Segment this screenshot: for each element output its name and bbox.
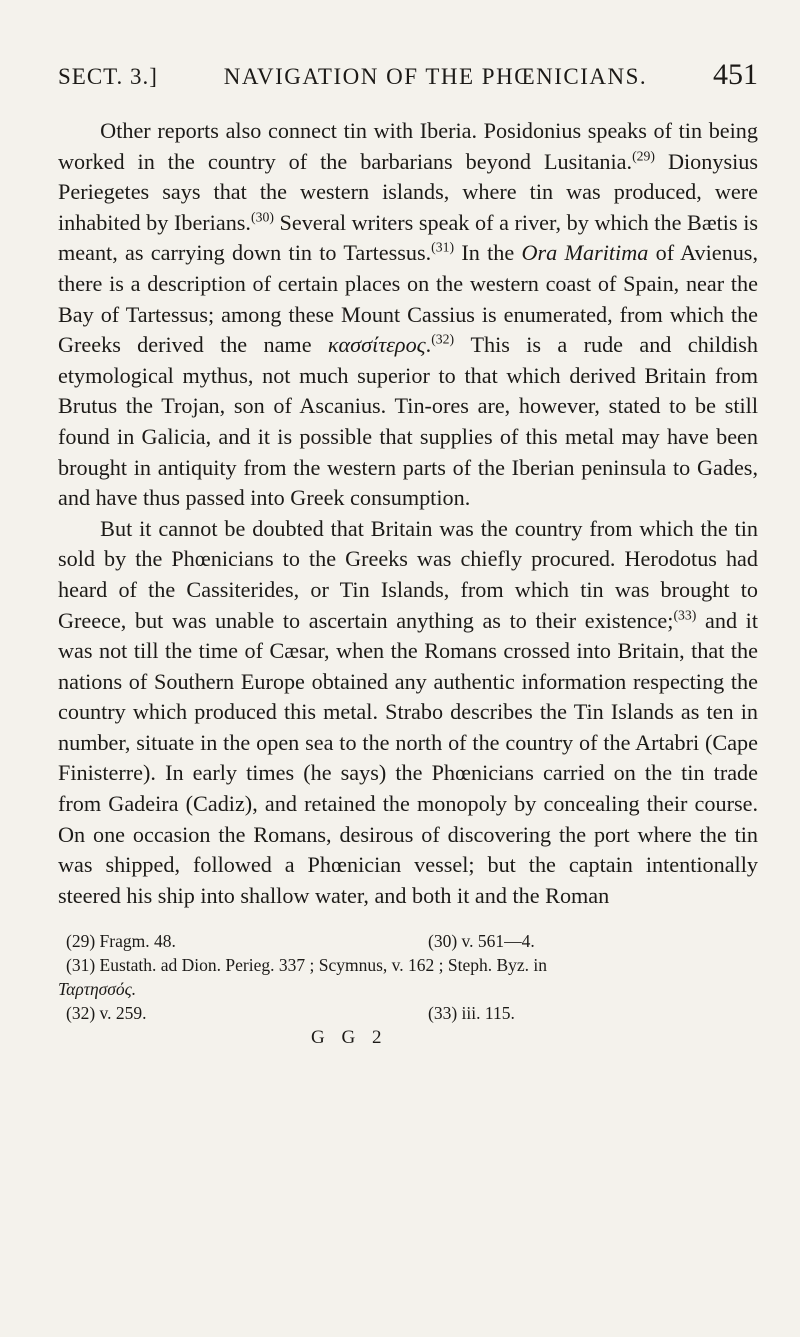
text-run: .	[425, 332, 432, 358]
text-run: Other reports also connect tin with Iberia. Posidonius speaks of tin being worked in the country of the barbarians beyond Lusitania.	[58, 118, 758, 174]
italic-title: Ora Maritima	[521, 240, 649, 266]
footnote-31: (31) Eustath. ad Dion. Perieg. 337 ; Scymnus, v. 162 ; Steph. Byz. in	[66, 955, 548, 976]
footnote-ref-33: (33)	[673, 607, 697, 623]
section-label: SECT. 3.]	[58, 64, 158, 89]
footnote-line	[58, 1001, 758, 1025]
running-head	[58, 60, 758, 92]
footnote-ref-31: (31)	[431, 239, 455, 255]
text-run: Several writers speak of a river, by which the Bætis is meant, as carrying down tin to Tartessus.	[58, 209, 758, 266]
page-number: 451	[712, 58, 758, 91]
footnotes	[58, 929, 758, 1025]
page	[58, 60, 758, 1049]
running-title: NAVIGATION OF THE PHŒNICIANS.	[223, 64, 648, 89]
footnote-ref-30: (30)	[250, 209, 274, 225]
paragraph-2	[58, 514, 758, 912]
text-run: of Avienus, there is a description of certain places on the western coast of Spain, near the Bay of Tartessus; among these Mount Cassius is enumerated, from which the Greeks derived the name	[58, 240, 758, 358]
footnote-ref-32: (32)	[431, 331, 455, 347]
text-run: and it was not till the time of Cæsar, when the Romans crossed into Britain, that the nations of Southern Europe obtained any authentic information respecting the country which produced this metal. Strabo describes the Tin Islands as ten in number, situate in the open sea to the north of the country of the Artabri (Cape Finisterre). In early times (he says) the Phœnicians carried on the tin trade from Gadeira (Cadiz), and retained the monopoly by concealing their course. On one occasion the Romans, desirous of discovering the port where the tin was shipped, followed a Phœnician vessel; but the captain intentionally steered his ship into shallow water, and both it and the Roman	[58, 607, 758, 908]
greek-word: κασσίτερος	[327, 332, 426, 358]
text-run: But it cannot be doubted that Britain was the country from which the tin sold by the Phœnicians to the Greeks was chiefly procured. Herodotus had heard of the Cassiterides, or Tin Islands, from which tin was brought to Greece, but was unable to ascertain anything as to their existence;	[58, 515, 758, 633]
footnote-33: (33) iii. 115.	[428, 1003, 515, 1024]
footnote-32: (32) v. 259.	[66, 1003, 147, 1024]
text-run: Dionysius Periegetes says that the western islands, where tin was produced, were inhabited by Iberians.	[58, 148, 758, 235]
footnote-line	[58, 977, 758, 1001]
text-run: This is a rude and childish etymological mythus, not much superior to that which derived Britain from Brutus the Trojan, son of Ascanius. Tin-ores are, however, stated to be still found in Galicia, and it is possible that supplies of this metal may have been brought in antiquity from the western parts of the Iberian peninsula to Gades, and have thus passed into Greek consumption.	[58, 332, 758, 511]
body-text	[58, 116, 758, 911]
footnote-30: (30) v. 561—4.	[428, 931, 535, 952]
footnote-line	[58, 929, 758, 953]
paragraph-1	[58, 116, 758, 514]
footnote-31-greek: Ταρτησσός.	[58, 979, 137, 1000]
signature-mark: G G 2	[311, 1027, 388, 1049]
footnote-line	[58, 953, 758, 977]
footnote-ref-29: (29)	[632, 148, 655, 164]
text-run: In the	[454, 240, 522, 266]
footnote-29: (29) Fragm. 48.	[66, 931, 176, 952]
